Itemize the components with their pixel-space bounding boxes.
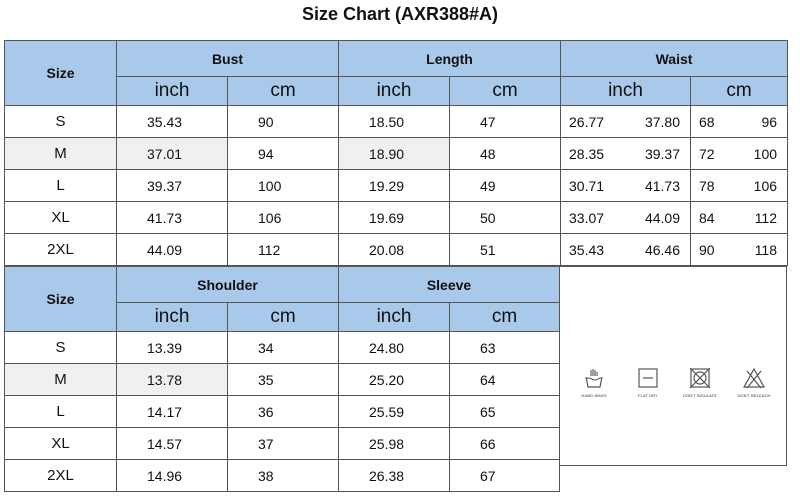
size-header: Size	[5, 41, 117, 106]
hand-wash-icon	[583, 367, 605, 389]
waist-cm-cell	[691, 170, 788, 202]
waist-cm-range	[691, 114, 787, 130]
shoulder-cm-cell: 36	[228, 396, 339, 428]
value: 84	[699, 209, 715, 226]
sleeve-inch-cell: 24.80	[339, 332, 450, 364]
value: 28.35	[569, 145, 605, 162]
waist-cm-range	[691, 210, 787, 226]
bust-cm-cell: 106	[228, 202, 339, 234]
size-cell: XL	[5, 202, 117, 234]
flat-dry-icon	[637, 367, 659, 389]
shoulder-cm-cell: 34	[228, 332, 339, 364]
length-cm-cell: 50	[450, 202, 561, 234]
table-row	[5, 170, 788, 202]
bust-header: Bust	[117, 41, 339, 77]
table-row	[5, 364, 560, 396]
bust-inch-cell: 44.09	[117, 234, 228, 266]
waist-inch-cell	[561, 202, 691, 234]
length-inch-cell: 20.08	[339, 234, 450, 266]
length-inch-cell: 18.90	[339, 138, 450, 170]
do-not-bleach-icon	[742, 367, 766, 389]
length-inch-cell: 19.69	[339, 202, 450, 234]
length-cm-cell: 47	[450, 106, 561, 138]
value: 37.80	[644, 113, 680, 130]
waist-inch-range	[561, 242, 690, 258]
size-cell: M	[5, 138, 117, 170]
value: 96	[761, 113, 778, 130]
value: 33.07	[569, 209, 605, 226]
unit-inch: inch	[561, 77, 691, 106]
waist-cm-cell	[691, 106, 788, 138]
value: 26.77	[569, 113, 605, 130]
bust-inch-cell: 37.01	[117, 138, 228, 170]
waist-cm-cell	[691, 202, 788, 234]
care-label: DON'T INSULATE	[683, 393, 717, 398]
value: 118	[754, 241, 778, 258]
care-item-flat-dry	[621, 367, 675, 398]
size-cell: L	[5, 396, 117, 428]
waist-inch-range	[561, 178, 690, 194]
shoulder-cm-cell: 37	[228, 428, 339, 460]
table-row	[5, 460, 560, 492]
shoulder-inch-cell: 14.17	[117, 396, 228, 428]
unit-inch: inch	[339, 303, 450, 332]
table-row	[5, 396, 560, 428]
waist-cm-range	[691, 242, 787, 258]
unit-inch: inch	[339, 77, 450, 106]
value: 39.37	[644, 145, 680, 162]
bust-cm-cell: 100	[228, 170, 339, 202]
size-header: Size	[5, 267, 117, 332]
waist-cm-range	[691, 146, 787, 162]
size-cell: 2XL	[5, 460, 117, 492]
sleeve-inch-cell: 26.38	[339, 460, 450, 492]
sleeve-cm-cell: 64	[450, 364, 560, 396]
waist-inch-range	[561, 114, 690, 130]
care-instructions-panel	[559, 266, 787, 466]
shoulder-inch-cell: 13.78	[117, 364, 228, 396]
size-cell: S	[5, 106, 117, 138]
length-cm-cell: 51	[450, 234, 561, 266]
value: 100	[753, 145, 778, 162]
unit-cm: cm	[228, 303, 339, 332]
waist-inch-range	[561, 146, 690, 162]
value: 46.46	[644, 241, 680, 258]
care-item-hand-wash	[567, 367, 621, 398]
sleeve-cm-cell: 66	[450, 428, 560, 460]
size-cell: L	[5, 170, 117, 202]
value: 112	[754, 209, 778, 226]
do-not-insulate-icon	[688, 367, 712, 389]
waist-inch-cell	[561, 138, 691, 170]
value: 35.43	[569, 241, 605, 258]
waist-inch-range	[561, 210, 690, 226]
shoulder-inch-cell: 13.39	[117, 332, 228, 364]
care-item-do-not-insulate	[673, 367, 727, 398]
table-row	[5, 428, 560, 460]
table-row	[5, 138, 788, 170]
sleeve-cm-cell: 65	[450, 396, 560, 428]
bust-inch-cell: 35.43	[117, 106, 228, 138]
unit-inch: inch	[117, 77, 228, 106]
unit-cm: cm	[450, 77, 561, 106]
size-cell: XL	[5, 428, 117, 460]
unit-inch: inch	[117, 303, 228, 332]
value: 72	[699, 145, 715, 162]
sleeve-header: Sleeve	[339, 267, 560, 303]
shoulder-inch-cell: 14.57	[117, 428, 228, 460]
chart-title: Size Chart (AXR388#A)	[301, 4, 499, 24]
unit-cm: cm	[691, 77, 788, 106]
unit-cm: cm	[228, 77, 339, 106]
sleeve-inch-cell: 25.20	[339, 364, 450, 396]
shoulder-inch-cell: 14.96	[117, 460, 228, 492]
waist-inch-cell	[561, 170, 691, 202]
length-inch-cell: 18.50	[339, 106, 450, 138]
sleeve-cm-cell: 63	[450, 332, 560, 364]
unit-cm: cm	[450, 303, 560, 332]
table-row	[5, 332, 560, 364]
bust-cm-cell: 94	[228, 138, 339, 170]
value: 106	[753, 177, 778, 194]
bust-inch-cell: 39.37	[117, 170, 228, 202]
value: 78	[699, 177, 715, 194]
waist-cm-range	[691, 178, 787, 194]
waist-cm-cell	[691, 138, 788, 170]
table-row	[5, 202, 788, 234]
length-inch-cell: 19.29	[339, 170, 450, 202]
shoulder-header: Shoulder	[117, 267, 339, 303]
table-row	[5, 234, 788, 266]
waist-inch-cell	[561, 234, 691, 266]
care-item-do-not-bleach	[727, 367, 781, 398]
bust-cm-cell: 90	[228, 106, 339, 138]
table-row	[5, 106, 788, 138]
size-cell: 2XL	[5, 234, 117, 266]
value: 30.71	[569, 177, 605, 194]
size-table-shoulder-sleeve	[4, 266, 560, 492]
sleeve-cm-cell: 67	[450, 460, 560, 492]
waist-header: Waist	[561, 41, 788, 77]
value: 44.09	[644, 209, 680, 226]
length-cm-cell: 49	[450, 170, 561, 202]
size-table-bust-length-waist	[4, 40, 788, 266]
size-cell: M	[5, 364, 117, 396]
value: 90	[699, 241, 715, 258]
care-label: DON'T BELEACH	[737, 393, 771, 398]
bust-cm-cell: 112	[228, 234, 339, 266]
value: 68	[699, 113, 715, 130]
length-cm-cell: 48	[450, 138, 561, 170]
length-header: Length	[339, 41, 561, 77]
bust-inch-cell: 41.73	[117, 202, 228, 234]
value: 41.73	[644, 177, 680, 194]
sleeve-inch-cell: 25.59	[339, 396, 450, 428]
waist-cm-cell	[691, 234, 788, 266]
shoulder-cm-cell: 38	[228, 460, 339, 492]
sleeve-inch-cell: 25.98	[339, 428, 450, 460]
size-cell: S	[5, 332, 117, 364]
shoulder-cm-cell: 35	[228, 364, 339, 396]
care-label: FLAT DRY	[638, 393, 658, 398]
care-label: HAND WASH	[581, 393, 607, 398]
waist-inch-cell	[561, 106, 691, 138]
